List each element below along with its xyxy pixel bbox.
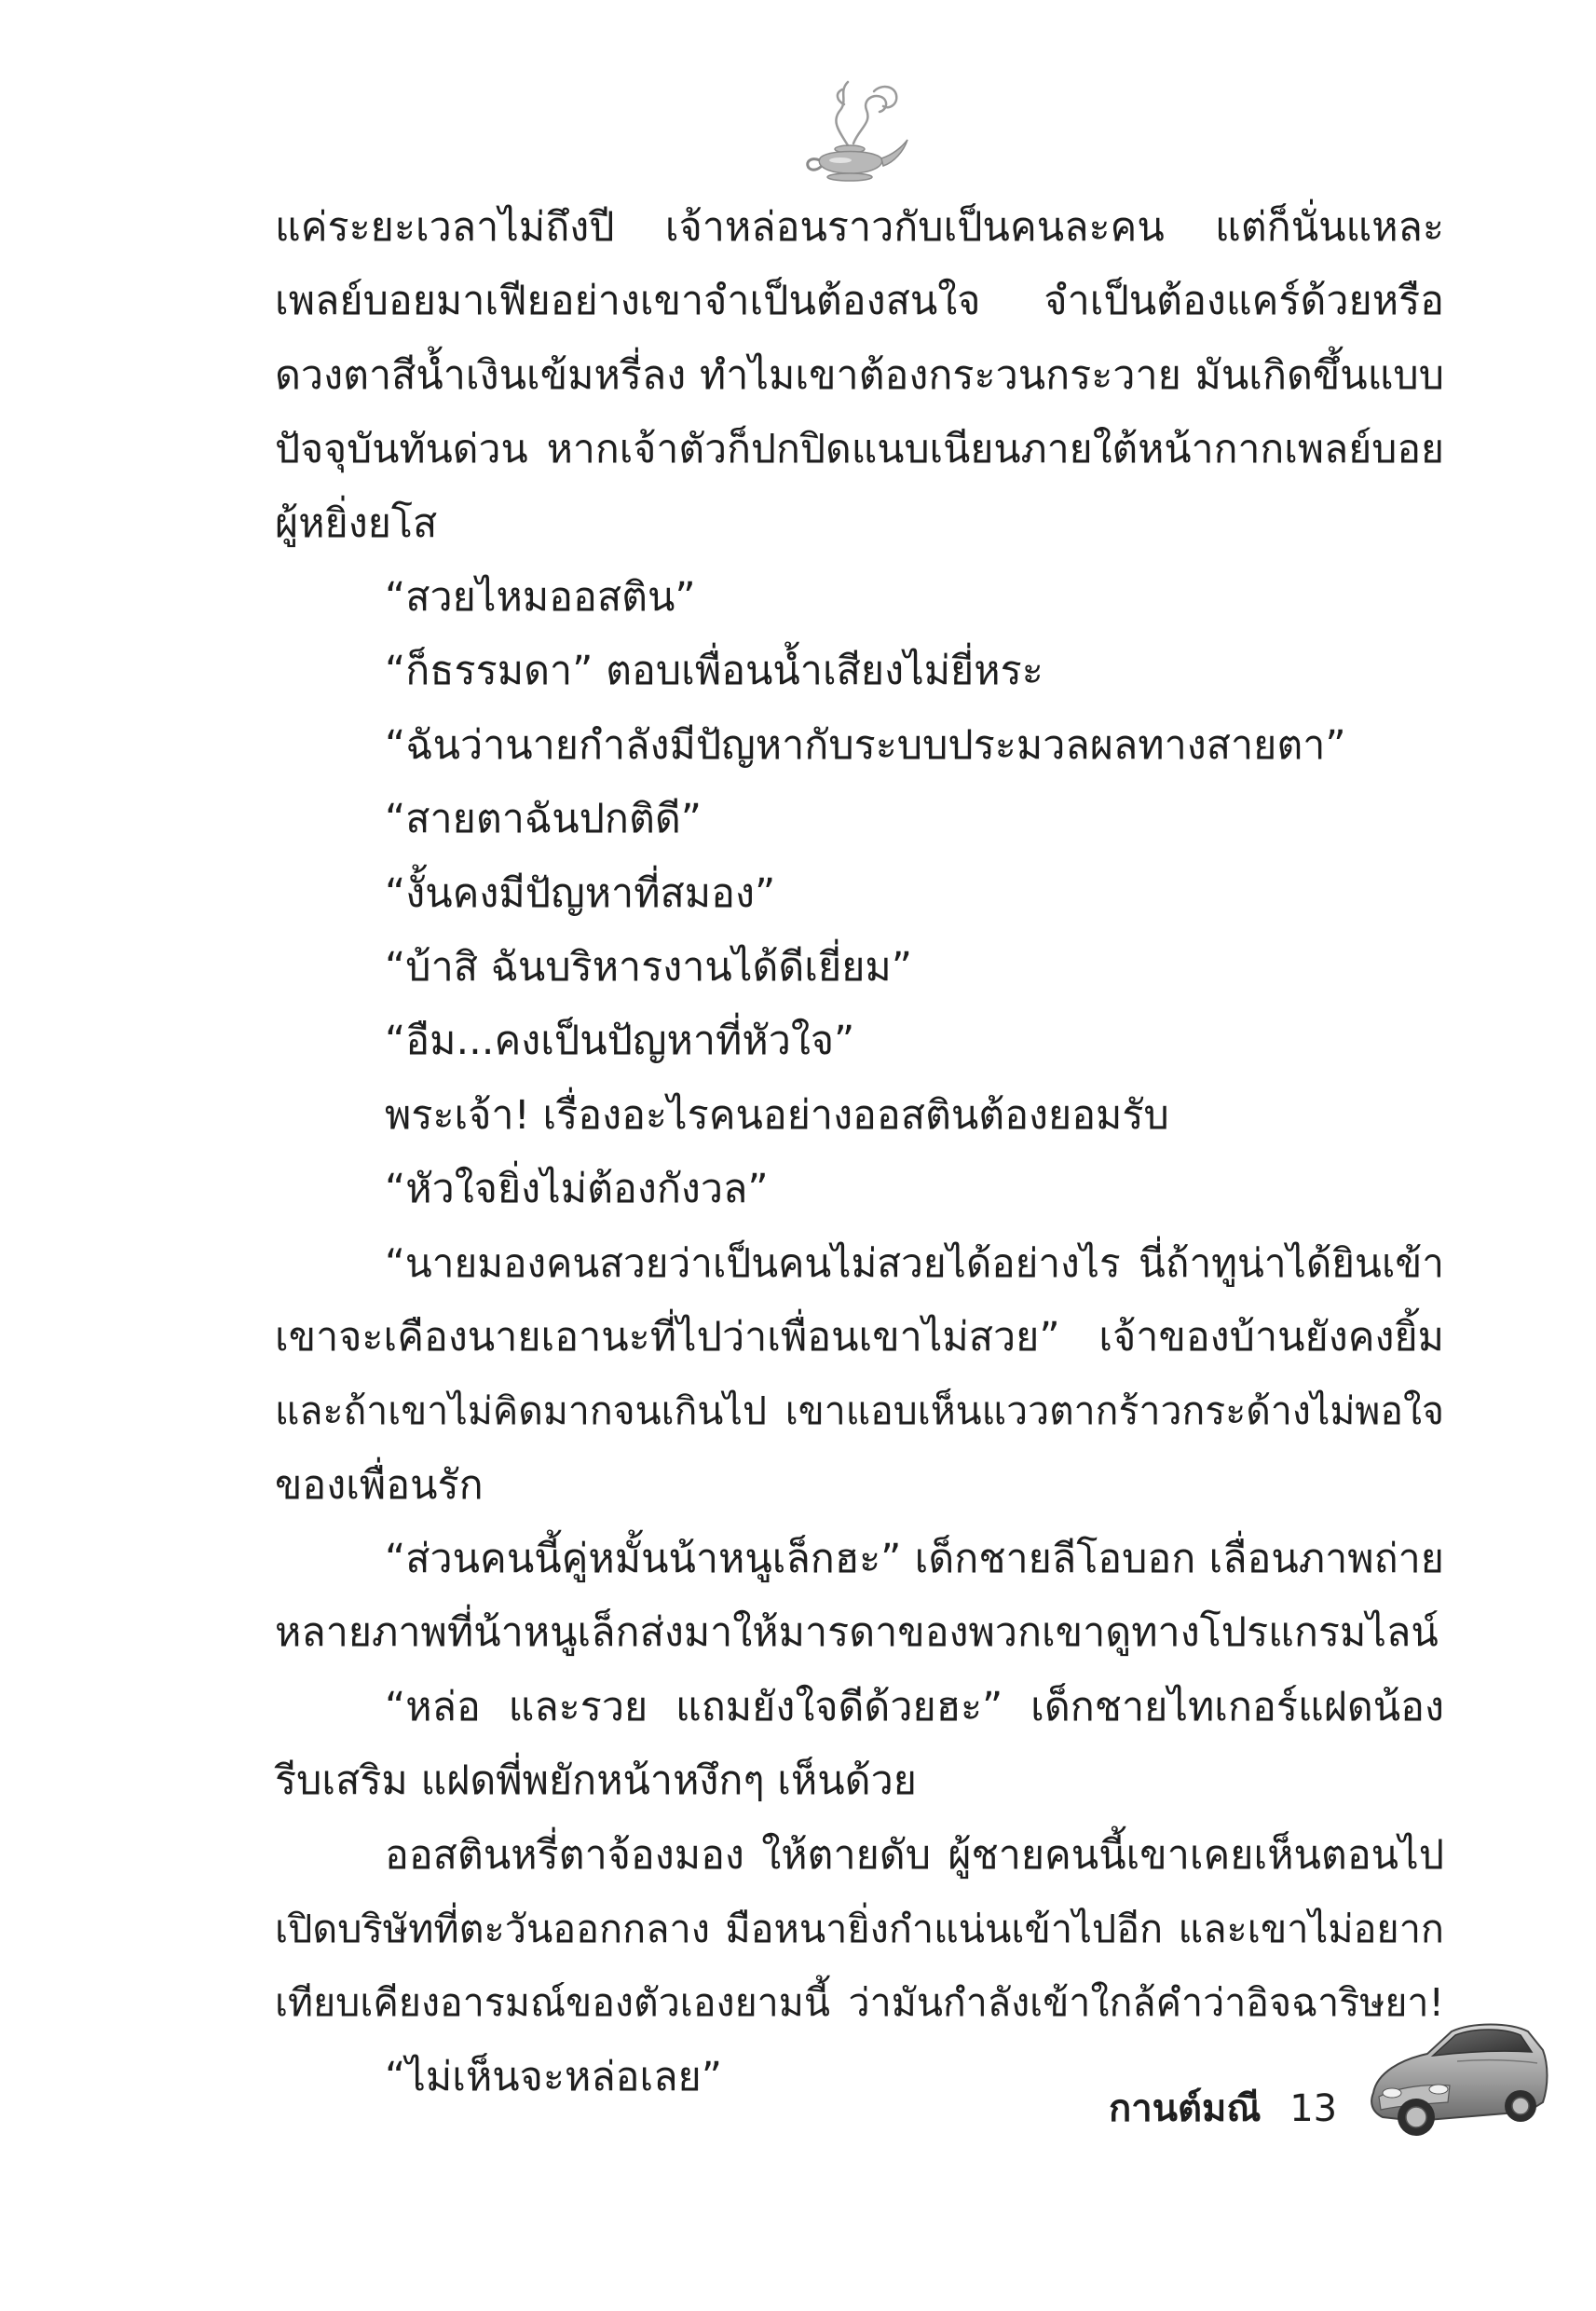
text-line: รีบเสริม แฝดพี่พยักหน้าหงึกๆ เห็นด้วย: [275, 1757, 917, 1805]
text-line: เพลย์บอยมาเฟียอย่างเขาจำเป็นต้องสนใจ จำเป็นต้องแคร์ด้วยหรือ: [275, 278, 1444, 325]
text-line: พระเจ้า! เรื่องอะไรคนอย่างออสตินต้องยอมรับ: [385, 1091, 1169, 1139]
text-line: “ฉันว่านายกำลังมีปัญหากับระบบประมวลผลทางสายตา”: [385, 721, 1346, 769]
body-text: [275, 191, 1444, 2114]
text-line: แค่ระยะเวลาไม่ถึงปี เจ้าหล่อนราวกับเป็นคนละคน แต่ก็นั่นแหละ: [275, 204, 1444, 251]
genie-lamp-icon: [792, 73, 913, 183]
text-line: “ก็ธรรมดา” ตอบเพื่อนน้ำเสียงไม่ยี่หระ: [385, 648, 1044, 695]
text-line: และถ้าเขาไม่คิดมากจนเกินไป เขาแอบเห็นแววตากร้าวกระด้างไม่พอใจ: [275, 1388, 1444, 1434]
text-line: เทียบเคียงอารมณ์ของตัวเองยามนี้ ว่ามันกำลังเข้าใกล้คำว่าอิจฉาริษยา!: [275, 1980, 1444, 2026]
text-line: ออสตินหรี่ตาจ้องมอง ให้ตายดับ ผู้ชายคนนี้เขาเคยเห็นตอนไป: [385, 1831, 1444, 1879]
text-line: หลายภาพที่น้าหนูเล็กส่งมาให้มารดาของพวกเขาดูทางโปรแกรมไลน์: [275, 1609, 1439, 1657]
car-icon: [1360, 2013, 1551, 2143]
text-line: ดวงตาสีน้ำเงินเข้มหรี่ลง ทำไมเขาต้องกระวนกระวาย มันเกิดขึ้นแบบ: [275, 351, 1444, 399]
text-line: ผู้หยิ่งยโส: [275, 499, 438, 547]
text-line: เขาจะเคืองนายเอานะที่ไปว่าเพื่อนเขาไม่สวย” เจ้าของบ้านยังคงยิ้ม: [275, 1313, 1444, 1361]
text-line: “ไม่เห็นจะหล่อเลย”: [385, 2053, 723, 2100]
book-title: กานต์มณี: [1109, 2087, 1262, 2130]
text-line: “สวยไหมออสติน”: [385, 573, 696, 621]
text-line: “งั้นคงมีปัญหาที่สมอง”: [385, 869, 776, 917]
text-line: “นายมองคนสวยว่าเป็นคนไม่สวยได้อย่างไร นี่ถ้าทูน่าได้ยินเข้า: [385, 1240, 1444, 1287]
text-line: “บ้าสิ ฉันบริหารงานได้ดีเยี่ยม”: [385, 943, 913, 991]
text-line: ปัจจุบันทันด่วน หากเจ้าตัวก็ปกปิดแนบเนียนภายใต้หน้ากากเพลย์บอย: [275, 426, 1444, 473]
text-line: เปิดบริษัทที่ตะวันออกกลาง มือหนายิ่งกำแน่นเข้าไปอีก และเขาไม่อยาก: [275, 1906, 1444, 1951]
text-line: “หล่อ และรวย แถมยังใจดีด้วยฮะ” เด็กชายไทเกอร์แฝดน้อง: [385, 1683, 1444, 1730]
text-line: “หัวใจยิ่งไม่ต้องกังวล”: [385, 1166, 769, 1213]
page-footer: [1109, 2085, 1337, 2132]
text-line: “สายตาฉันปกติดี”: [385, 796, 703, 843]
text-line: “อืม...คงเป็นปัญหาที่หัวใจ”: [385, 1018, 855, 1065]
text-line: ของเพื่อนรัก: [275, 1461, 484, 1509]
page-number: 13: [1289, 2087, 1338, 2130]
text-line: “ส่วนคนนี้คู่หมั้นน้าหนูเล็กฮะ” เด็กชายลีโอบอก เลื่อนภาพถ่าย: [385, 1536, 1444, 1583]
